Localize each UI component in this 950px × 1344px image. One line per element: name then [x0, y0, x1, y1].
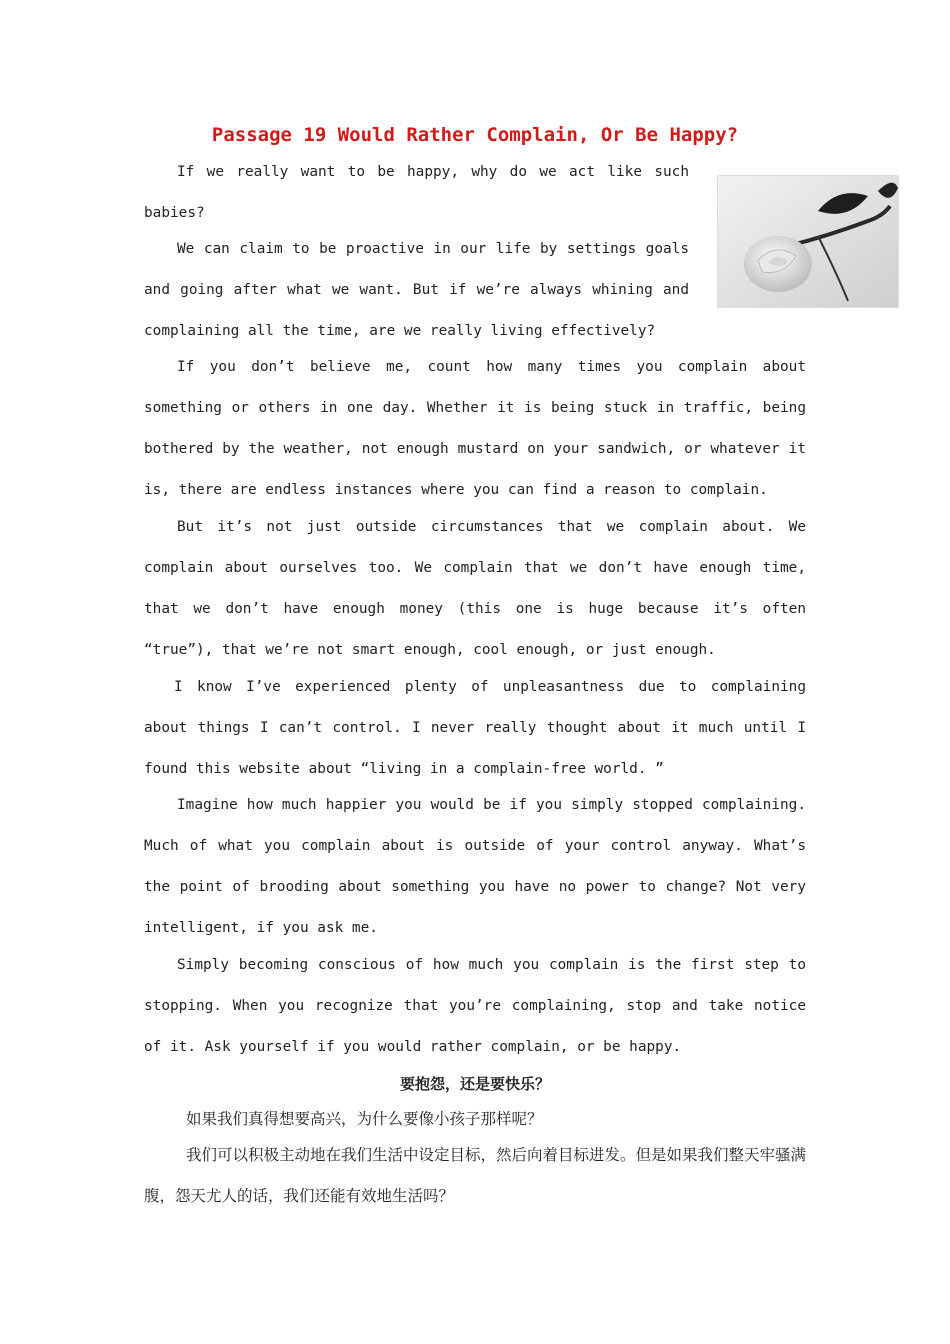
paragraph-4: But it’s not just outside circumstances that we complain about. We complain about ourselves too. We complain that we don’t have enough time, that we don’t have enough money (this one is huge because it’s often “true”), that we’re not smart enough, cool enough, or just enough.: [144, 519, 806, 658]
translation-title: 要抱怨，还是要快乐？: [399, 1075, 550, 1093]
translation-paragraph-2: 我们可以积极主动地在我们生活中设定目标，然后向着目标进发。但是如果我们整天牢骚满腹，怨天尤人的话，我们还能有效地生活吗？: [144, 1146, 807, 1205]
paragraph-2: We can claim to be proactive in our life by settings goals and going after what we want. But if we’re always whining and complaining all the time, are we really living effectively?: [144, 241, 689, 339]
paragraph-7: Simply becoming conscious of how much you complain is the first step to stopping. When you recognize that you’re complaining, stop and take notice of it. Ask yourself if you would rather complain, or be happy.: [144, 957, 806, 1055]
rose-image: [717, 175, 899, 308]
paragraph-1: If we really want to be happy, why do we act like such babies?: [144, 164, 689, 221]
translation-paragraph-1: 如果我们真得想要高兴，为什么要像小孩子那样呢？: [186, 1110, 543, 1128]
paragraph-5: I know I’ve experienced plenty of unpleasantness due to complaining about things I can’t control. I never really thought about it much until I found this website about “living in a complain-free world. ”: [144, 679, 806, 777]
passage-title: Passage 19 Would Rather Complain, Or Be Happy?: [211, 124, 739, 146]
rose-illustration-icon: [718, 176, 898, 307]
paragraph-6: Imagine how much happier you would be if you simply stopped complaining. Much of what you complain about is outside of your control anyway. What’s the point of brooding about something you have no power to change? Not very intelligent, if you ask me.: [144, 797, 806, 936]
paragraph-3: If you don’t believe me, count how many times you complain about something or others in one day. Whether it is being stuck in traffic, being bothered by the weather, not enough mustard on your sandwich, or whatever it is, there are endless instances where you can find a reason to complain.: [144, 359, 806, 498]
